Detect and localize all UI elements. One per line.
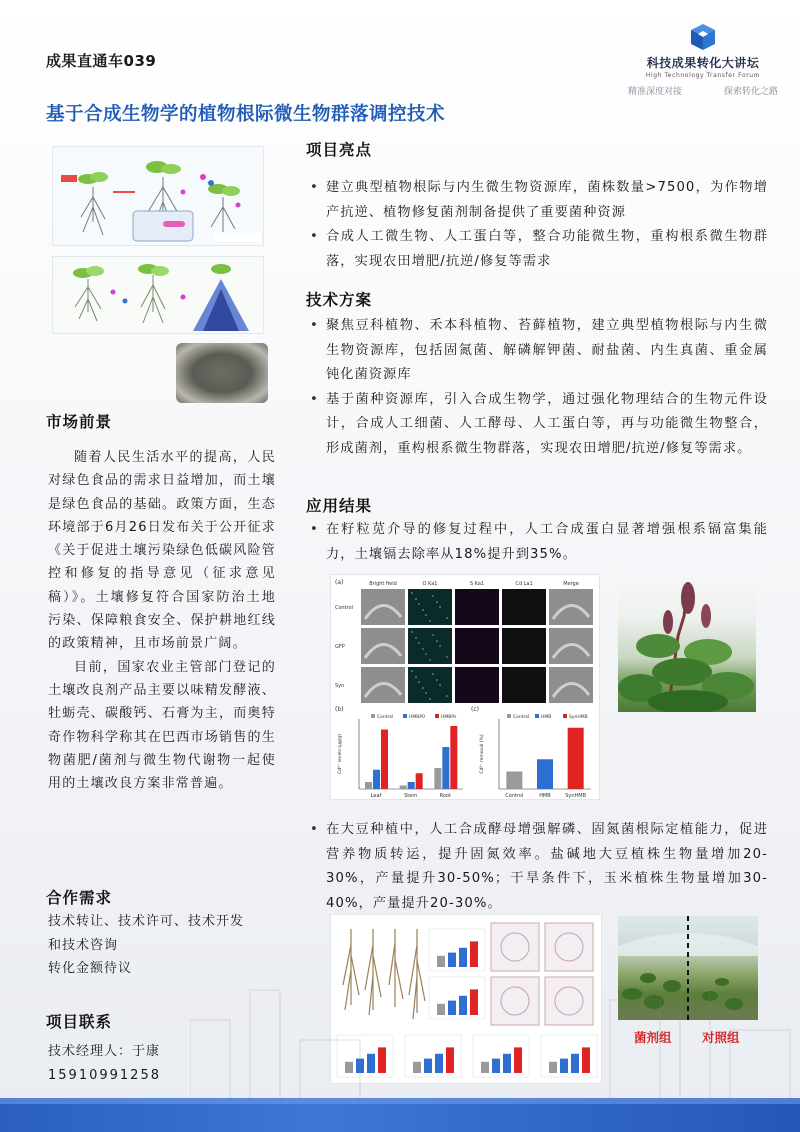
solution-list: [308, 314, 768, 461]
micro-image-cell: [502, 628, 546, 664]
chart-c-category-label: Control: [505, 793, 524, 799]
micro-image-cell: [455, 667, 499, 703]
panel-c-label: (c): [471, 706, 479, 713]
legend-c-label: HMB: [541, 715, 552, 720]
cube-logo-icon: [688, 22, 718, 52]
legend-b-swatch: [371, 714, 375, 718]
market-heading: 市场前景: [46, 413, 113, 431]
slogan-right: 探索转化之路: [723, 87, 778, 97]
legend-c-label: SynHMB: [569, 715, 588, 720]
cooperation-line-3: 转化金额待议: [48, 961, 133, 976]
market-text: [48, 446, 276, 795]
chart-c-bar: [506, 772, 522, 790]
logo-name: 科技成果转化大讲坛: [646, 56, 760, 70]
micro-row-label: Control: [335, 605, 354, 611]
chart-b-category-label: Root: [439, 793, 451, 799]
results-list-1: [308, 518, 768, 567]
control-group-label: 对照组: [702, 1030, 740, 1045]
cooperation-line-2: 和技术咨询: [48, 937, 119, 953]
chart-c-category-label: HMB: [539, 793, 551, 799]
legend-b-swatch: [435, 714, 439, 718]
forum-logo: [628, 22, 778, 98]
chart-b-bar: [416, 773, 423, 789]
micro-image-cell: [455, 589, 499, 625]
legend-c-label: Control: [513, 715, 530, 720]
micro-column-label: Cd La1: [515, 581, 533, 587]
chart-c-category-label: SynHMB: [565, 793, 587, 799]
chart-b-bar: [381, 730, 388, 790]
highlights-list: [308, 176, 768, 274]
market-paragraph-1: 随着人民生活水平的提高，人民对绿色食品的需求日益增加，而土壤是绿色食品的基础。政策方面，生态环境部于6月26日发布关于公开征求《关于促进土壤污染绿色低碳风险管控和修复的指导意见（征求意见稿）》。土壤修复符合国家防治土地污染、保障粮食安全、保护耕地红线的政策精神，且市场前景广阔。: [48, 450, 276, 652]
legend-c-swatch: [563, 714, 567, 718]
treatment-group-label: 菌剂组: [634, 1030, 672, 1045]
contact-heading: 项目联系: [46, 1013, 113, 1031]
micro-image-cell: [502, 589, 546, 625]
root-microbe-diagram-2: [52, 256, 264, 334]
micro-image-cell: [408, 667, 452, 703]
micro-row-label: GFP: [335, 644, 345, 650]
chart-b-ylabel: Cd²⁺ levels (μg/g): [338, 734, 343, 774]
cooperation-heading: 合作需求: [46, 889, 113, 907]
highlights-heading: 项目亮点: [306, 141, 373, 159]
cadmium-figure: [330, 574, 600, 800]
results-heading: 应用结果: [306, 497, 373, 515]
micro-image-cell: [455, 628, 499, 664]
chart-c-ylabel: Cd²⁺ removal (%): [480, 734, 485, 774]
chart-b-bar: [434, 768, 441, 789]
solution-item: • 聚焦豆科植物、禾本科植物、苔藓植物，建立典型植物根际与内生微生物资源库，包括固氮菌、解磷解钾菌、耐盐菌、内生真菌、重金属钝化菌资源库: [308, 314, 768, 388]
logo-english: High Technology Transfer Forum: [645, 72, 761, 79]
chart-b-bar: [400, 786, 407, 790]
amaranth-plant-photo: [618, 576, 756, 712]
chart-b-category-label: Leaf: [370, 793, 382, 799]
panel-b-label: (b): [335, 706, 344, 713]
series-label: 成果直通车039: [46, 52, 157, 70]
micro-image-cell: [502, 667, 546, 703]
result-item-soybean: • 在大豆种植中，人工合成酵母增强解磷、固氮菌根际定植能力，促进营养物质转运，提升固氮效率。盐碱地大豆植株生物量增加20-30%，产量提升30-50%；干旱条件下，玉米植株生物量增加30-40%，产量提升20-30%。: [308, 818, 768, 916]
cooperation-line-1: 技术转让、技术许可、技术开发: [48, 914, 245, 929]
root-microbe-diagram-1: [52, 146, 264, 246]
chart-b-bar: [450, 726, 457, 789]
micro-image-cell: [408, 628, 452, 664]
micro-column-label: Bright field: [369, 581, 397, 587]
legend-c-swatch: [507, 714, 511, 718]
chart-b-bar: [373, 770, 380, 789]
chart-b-bar: [365, 782, 372, 789]
highlight-item: • 合成人工微生物、人工蛋白等，整合功能微生物，重构根系微生物群落，实现农田增肥/抗逆/修复等需求: [308, 225, 768, 274]
panel-a-label: (a): [335, 579, 344, 586]
result-item-cadmium: • 在籽粒苋介导的修复过程中，人工合成蛋白显著增强根系镉富集能力，土壤镉去除率从18%提升到35%。: [308, 518, 768, 567]
chart-b-bar: [408, 782, 415, 789]
soil-sample-photo: [176, 343, 268, 403]
contact-phone: 15910991258: [48, 1067, 161, 1083]
solution-item: • 基于菌种资源库，引入合成生物学，通过强化物理结合的生物元件设计，合成人工细菌、人工酵母、人工蛋白等，再与功能微生物整合，形成菌剂，重构根系微生物群落，实现农田增肥/抗逆/修复等需求。: [308, 388, 768, 462]
chart-c-bar: [568, 728, 584, 789]
legend-b-label: Control: [377, 715, 394, 720]
micro-row-label: Syn: [335, 683, 345, 689]
micro-column-label: O Ka1: [422, 581, 438, 587]
legend-b-label: HMBP0: [409, 715, 425, 720]
highlight-item: • 建立典型植物根际与内生微生物资源库，菌株数量>7500，为作物增产抗逆、植物修复菌剂制备提供了重要菌种资源: [308, 176, 768, 225]
page-title: 基于合成生物学的植物根际微生物群落调控技术: [46, 104, 446, 125]
solution-heading: 技术方案: [306, 291, 373, 309]
skyline-decoration: [190, 960, 800, 1100]
footer-stripe: [0, 1098, 800, 1104]
micro-column-label: Merge: [563, 581, 579, 587]
micro-image-cell: [408, 589, 452, 625]
chart-b-bar: [442, 747, 449, 789]
market-paragraph-2: 目前，国家农业主管部门登记的土壤改良剂产品主要以味精发酵液、牡蛎壳、碳酸钙、石膏为主，而奥特奇作物科学称其在巴西市场销售的生物菌肥/菌剂与微生物代谢物一起使用的土壤改良方案非常普遍。: [48, 659, 276, 792]
legend-b-swatch: [403, 714, 407, 718]
chart-c-bar: [537, 759, 553, 789]
legend-b-label: HMBPs: [441, 715, 457, 720]
slogan-left: 精准深度对接: [628, 87, 683, 97]
results-list-2: [308, 818, 768, 916]
legend-c-swatch: [535, 714, 539, 718]
chart-b-category-label: Stem: [404, 793, 418, 799]
contact-manager: 技术经理人：于康: [48, 1044, 161, 1059]
micro-column-label: S Ka1: [469, 581, 485, 587]
